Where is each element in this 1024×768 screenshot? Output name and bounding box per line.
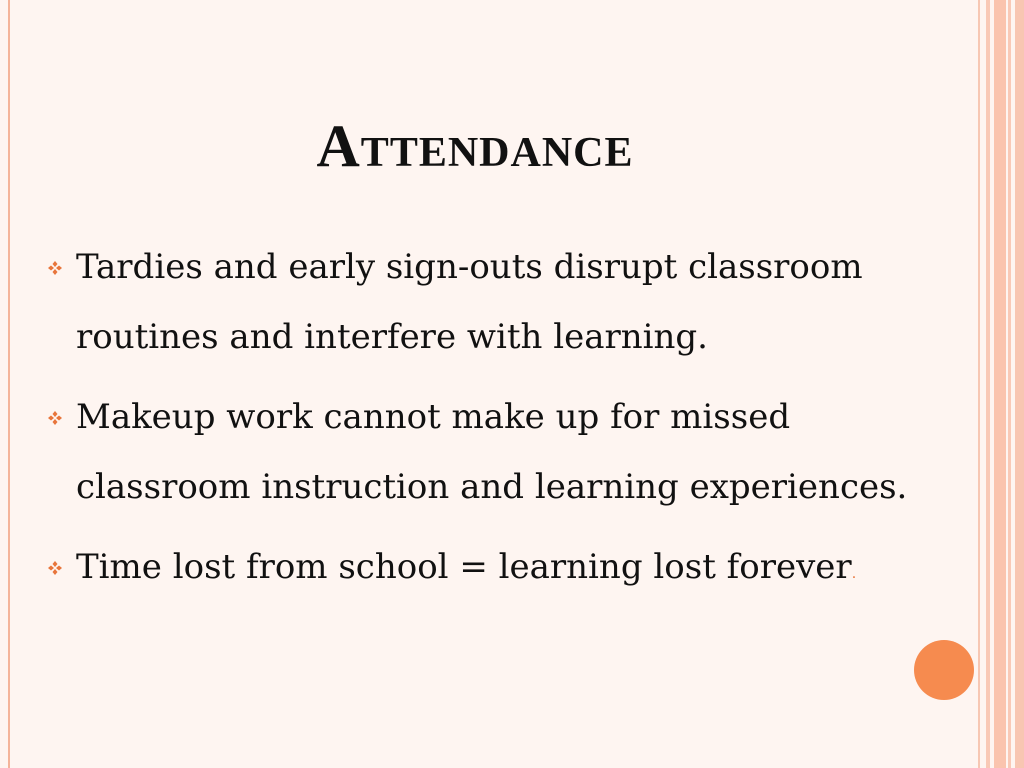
bullet-list	[48, 232, 968, 619]
slide-title: Attendance	[316, 113, 634, 179]
four-diamond-bullet-icon	[48, 561, 62, 575]
bullet-item	[48, 232, 968, 372]
bullet-item	[48, 382, 968, 522]
bullet-item	[48, 532, 968, 609]
bullet-text: Makeup work cannot make up for missed classroom instruction and learning experiences.	[76, 397, 908, 507]
bullet-text: Tardies and early sign-outs disrupt classroom routines and interfere with learning.	[76, 247, 863, 357]
orange-circle-ornament	[914, 640, 974, 700]
stripe	[1015, 0, 1024, 768]
stripe	[994, 0, 1006, 768]
bullet-text: Time lost from school = learning lost forever	[76, 547, 852, 587]
right-decorative-stripes	[978, 0, 1024, 768]
stripe	[1008, 0, 1011, 768]
four-diamond-bullet-icon	[48, 411, 62, 425]
stripe	[986, 0, 990, 768]
four-diamond-bullet-icon	[48, 261, 62, 275]
trailing-period: .	[851, 566, 857, 582]
stripe	[978, 0, 980, 768]
